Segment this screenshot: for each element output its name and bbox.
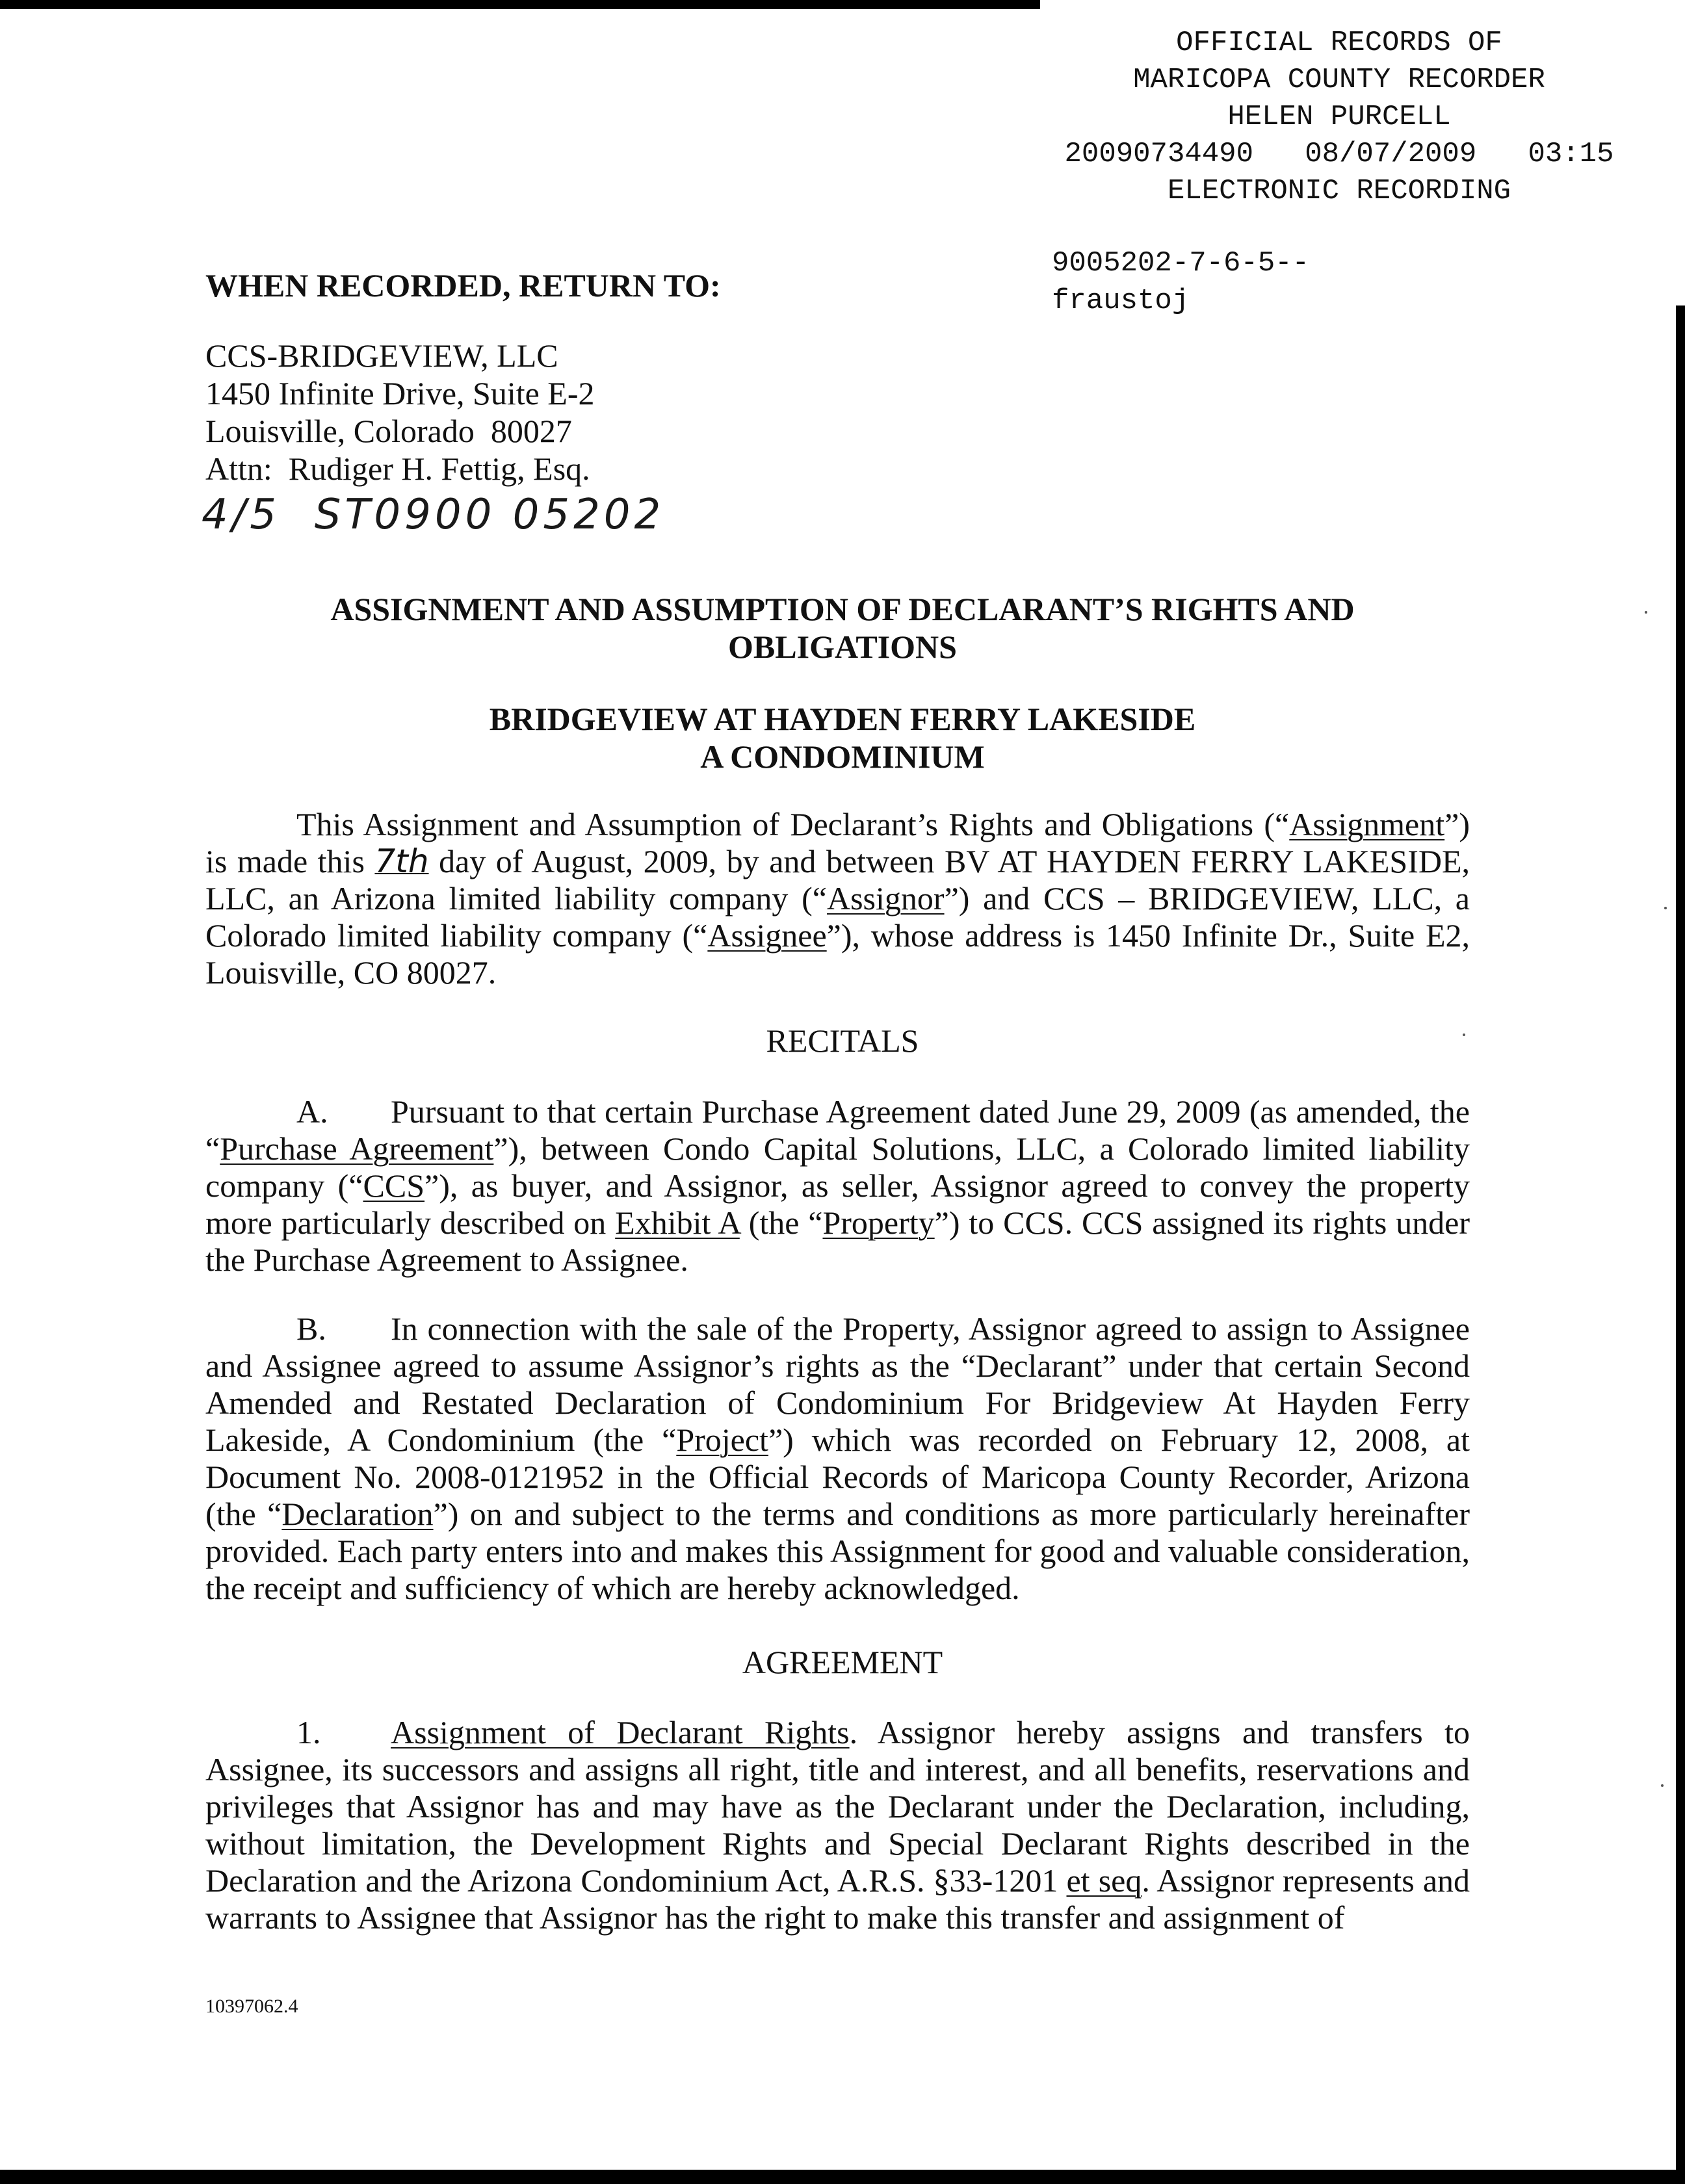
intro-text: day of August, 2009, by and between BV AT HAYDEN FERRY LAKESIDE, LLC, an Arizona limited liability company (“	[205, 843, 1470, 916]
recital-text: ”), as buyer, and Assignor, as seller, Assignor agreed to convey the property more particularly described on	[205, 1167, 1470, 1241]
scan-speck	[1463, 1034, 1465, 1036]
recorder-stamp-line: OFFICIAL RECORDS OF	[1176, 27, 1502, 59]
defined-term-purchase-agreement: Purchase Agreement	[220, 1130, 494, 1167]
recitals-heading: RECITALS	[766, 1022, 919, 1059]
defined-term-property: Property	[822, 1204, 935, 1241]
document-reference-user: fraustoj	[1052, 285, 1190, 317]
handwritten-day: 7th	[374, 842, 429, 880]
scan-border-right	[1676, 306, 1685, 2184]
return-address-line: Attn: Rudiger H. Fettig, Esq.	[205, 450, 590, 487]
defined-term-declaration: Declaration	[281, 1496, 434, 1532]
recorder-stamp-line: HELEN PURCELL	[1227, 101, 1451, 133]
recital-text: ”) to CCS. CCS assigned its rights under the Purchase Agreement to Assignee.	[205, 1204, 1470, 1278]
defined-term-project: Project	[676, 1422, 768, 1458]
scan-border-bottom	[0, 2170, 1685, 2184]
defined-term-assignee: Assignee	[707, 917, 827, 954]
section-label: 1.	[296, 1714, 321, 1750]
recording-number-line: 20090734490 08/07/2009 03:15	[1064, 138, 1614, 170]
intro-paragraph	[205, 806, 1470, 991]
recital-text: Pursuant to that certain Purchase Agreement dated June 29, 2009 (as amended, the “	[205, 1093, 1470, 1167]
recital-text: ”), between Condo Capital Solutions, LLC, a Colorado limited liability company (“	[205, 1130, 1470, 1204]
recital-label: A.	[296, 1093, 328, 1130]
scan-speck	[1645, 611, 1647, 614]
section-heading: Assignment of Declarant Rights	[391, 1714, 850, 1750]
exhibit-reference: Exhibit A	[615, 1204, 740, 1241]
recital-label: B.	[296, 1310, 326, 1347]
agreement-heading: AGREEMENT	[742, 1644, 943, 1680]
recital-text: (the “	[748, 1204, 823, 1241]
return-to-heading: WHEN RECORDED, RETURN TO:	[205, 267, 721, 304]
intro-text: ”), whose address is 1450 Infinite Dr., Suite E2, Louisville, CO 80027.	[205, 917, 1470, 991]
project-title-line: A CONDOMINIUM	[700, 738, 985, 775]
return-address-line: CCS-BRIDGEVIEW, LLC	[205, 337, 558, 374]
recital-a	[205, 1093, 1470, 1279]
section-text: . Assignor hereby assigns and transfers to Assignee, its successors and assigns all right, title and interest, and all benefits, reservations and privileges that Assignor has and may have as the Declarant under the Declaration, including, without limitation, the Development Rights and Special Declarant Rights described in the Declaration and the Arizona Condominium Act, A.R.S. §33-1201	[205, 1714, 1470, 1899]
project-title	[205, 700, 1480, 775]
intro-text: This Assignment and Assumption of Declarant’s Rights and Obligations (“	[296, 806, 1290, 842]
citation-et-seq: et seq	[1066, 1862, 1142, 1899]
return-address-line: Louisville, Colorado 80027	[205, 413, 572, 449]
defined-term-assignment: Assignment	[1289, 806, 1445, 842]
document-reference-code: 9005202-7-6-5--	[1052, 247, 1310, 280]
document-title-line: OBLIGATIONS	[728, 629, 957, 665]
recital-text: ”) which was recorded on February 12, 2008, at Document No. 2008-0121952 in the Official Records of Maricopa County Recorder, Arizona (the “	[205, 1422, 1470, 1532]
recital-text: ”) on and subject to the terms and conditions as more particularly hereinafter provided. Each party enters into and makes this Assignment for good and valuable consideration, the receipt and sufficiency of which are hereby acknowledged.	[205, 1496, 1470, 1606]
recital-b	[205, 1310, 1470, 1607]
scan-speck	[1664, 907, 1667, 909]
intro-text: ”) is made this	[205, 806, 1470, 879]
recital-text: In connection with the sale of the Property, Assignor agreed to assign to Assignee and Assignee agreed to assume Assignor’s rights as the “Declarant” under that certain Second Amended and Restated Declaration of Condominium For Bridgeview At Hayden Ferry Lakeside, A Condominium (the “	[205, 1310, 1470, 1458]
document-title	[205, 590, 1480, 666]
return-address-line: 1450 Infinite Drive, Suite E-2	[205, 375, 595, 411]
section-1	[205, 1714, 1470, 1936]
scan-speck	[1661, 1784, 1664, 1787]
scan-border-top	[0, 0, 1040, 9]
defined-term-ccs: CCS	[363, 1167, 425, 1204]
project-title-line: BRIDGEVIEW AT HAYDEN FERRY LAKESIDE	[489, 701, 1196, 737]
document-title-line: ASSIGNMENT AND ASSUMPTION OF DECLARANT’S RIGHTS AND	[330, 591, 1355, 627]
handwritten-order-number: 4/5 ST0900 05202	[202, 491, 665, 539]
recorder-stamp-line: MARICOPA COUNTY RECORDER	[1133, 64, 1545, 96]
section-text: . Assignor represents and warrants to Assignee that Assignor has the right to make this transfer and assignment of	[205, 1862, 1470, 1936]
defined-term-assignor: Assignor	[826, 880, 945, 916]
recorder-stamp-line: ELECTRONIC RECORDING	[1167, 175, 1511, 207]
return-address	[205, 337, 595, 488]
intro-text: ”) and CCS – BRIDGEVIEW, LLC, a Colorado limited liability company (“	[205, 880, 1470, 954]
footer-document-number: 10397062.4	[205, 1996, 298, 2017]
document-reference	[1052, 244, 1309, 320]
recorder-stamp	[1034, 25, 1645, 210]
